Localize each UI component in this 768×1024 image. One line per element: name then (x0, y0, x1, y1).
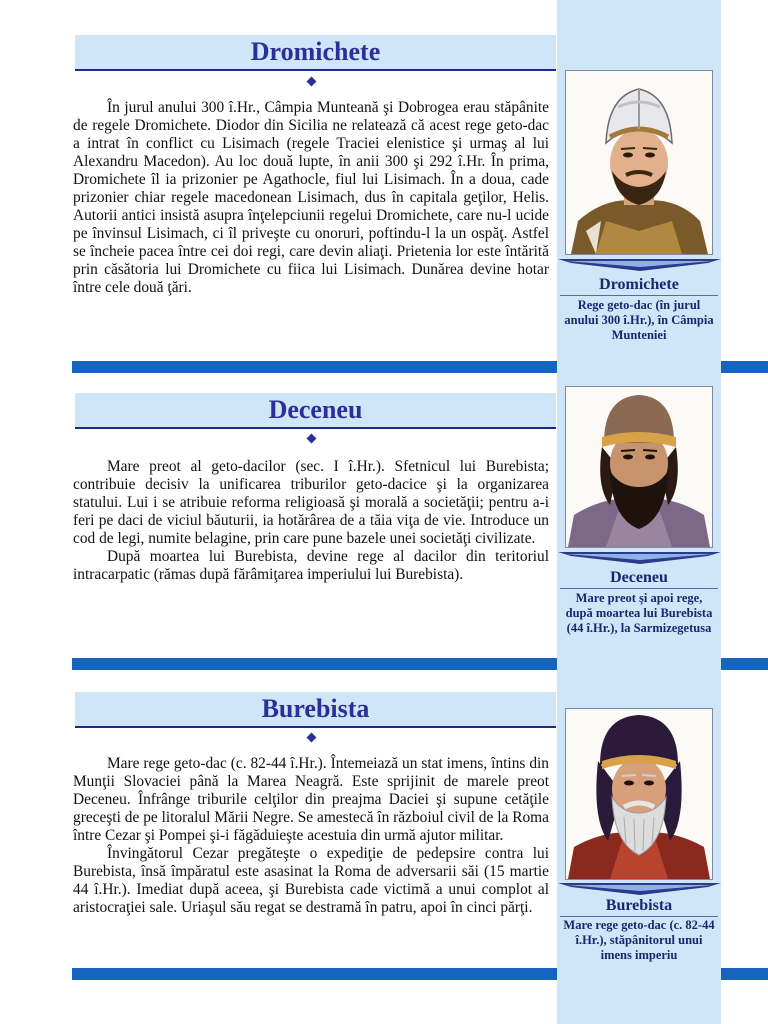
paragraph: Învingătorul Cezar pregăteşte o expediţie de pedepsire contra lui Burebista, însă împăratul este asasinat la Roma de adversarii săi (15 martie 44 î.Hr.). Imediat după aceea, şi Burebista cade victimă a unui complot al aristocraţiei sale. Uriaşul său regat se destramă în patru, apoi în cinci părţi. (73, 845, 549, 916)
portrait-dromichete (565, 70, 713, 255)
ribbon-divider-icon (558, 551, 721, 565)
ribbon-divider-icon (558, 258, 721, 272)
section-body (73, 458, 549, 584)
caption-rule (560, 588, 718, 589)
section-title-band (75, 393, 556, 429)
caption-name: Dromichete (599, 276, 679, 293)
diamond-bullet-icon (307, 77, 317, 87)
section-title: Dromichete (250, 37, 381, 66)
separator-bar (721, 361, 768, 373)
portrait-burebista (565, 708, 713, 880)
caption-description: Mare rege geto-dac (c. 82-44 î.Hr.), stăpânitorul unui imens imperiu (563, 918, 715, 962)
caption-name: Burebista (605, 897, 673, 914)
separator-bar (72, 968, 557, 980)
separator-bar (721, 658, 768, 670)
separator-bar (72, 361, 557, 373)
section-title: Burebista (261, 694, 370, 723)
ribbon-divider-icon (558, 882, 721, 896)
caption-description: Mare preot şi apoi rege, după moartea lui Burebista (44 î.Hr.), la Sarmizegetusa (565, 591, 713, 635)
caption-name: Deceneu (610, 569, 668, 586)
caption-rule (560, 295, 718, 296)
paragraph: După moartea lui Burebista, devine rege al dacilor din teritoriul intracarpatic (rămas după fărâmiţarea imperiului lui Burebista). (73, 548, 549, 583)
paragraph: Mare preot al geto-dacilor (sec. I î.Hr.). Sfetnicul lui Burebista; contribuie decisiv la unificarea triburilor geto-dacice şi la organizarea statului. Lui i se atribuie reforma religioasă şi morală a societăţii; pentru a-i feri pe daci de viciul băuturii, ia hotărârea de a tăia viţa de vie. Introduce un cod de legi, numite belagine, prin care pune bazele unei societăţi civilizate. (73, 458, 549, 547)
separator-bar (72, 658, 557, 670)
separator-bar (721, 968, 768, 980)
section-body (73, 755, 549, 917)
diamond-bullet-icon (307, 434, 317, 444)
section-title-band (75, 35, 556, 71)
caption-description: Rege geto-dac (în jurul anului 300 î.Hr.), în Câmpia Munteniei (564, 298, 714, 342)
paragraph: Mare rege geto-dac (c. 82-44 î.Hr.). Întemeiază un stat imens, întins din Munţii Slovaciei până la Marea Neagră. Este sprijinit de marele preot Deceneu. Înfrânge triburile celţilor din preajma Daciei şi supune cetăţile greceşti de pe litoralul Mării Negre. Se amestecă în războiul civil de la Roma între Cezar şi Pompei şi-i făgăduieşte acestuia din urmă ajutor militar. (73, 755, 549, 844)
section-title: Deceneu (268, 395, 363, 424)
section-title-band (75, 692, 556, 728)
diamond-bullet-icon (307, 733, 317, 743)
caption-rule (560, 916, 718, 917)
section-body (73, 99, 549, 297)
portrait-deceneu (565, 386, 713, 548)
paragraph: În jurul anului 300 î.Hr., Câmpia Munteană şi Dobrogea erau stăpânite de regele Dromichete. Diodor din Sicilia ne relatează că acest rege geto-dac a intrat în conflict cu Lisimach (regele Traciei elenistice şi urmaş al lui Alexandru Macedon). Au loc două lupte, în anii 300 şi 292 î.Hr. În prima, Dromichete îl ia prizonier pe Agathocle, fiul lui Lisimach. În a doua, cade prizonier chiar regele macedonean Lisimach, dus în capitala geţilor, Helis. Autorii antici insistă asupra înţelepciunii regelui Dromichete, care nu-l ucide pe învinsul Lisimach, ci îl priveşte cu onoruri, poftindu-l la un ospăţ. Astfel se încheie pacea între cei doi regi, care devin aliaţi. Prietenia lor este întărită prin căsătoria lui Dromichete cu fiica lui Lisimach. Dunărea devine hotar între cele două ţări. (73, 99, 549, 296)
